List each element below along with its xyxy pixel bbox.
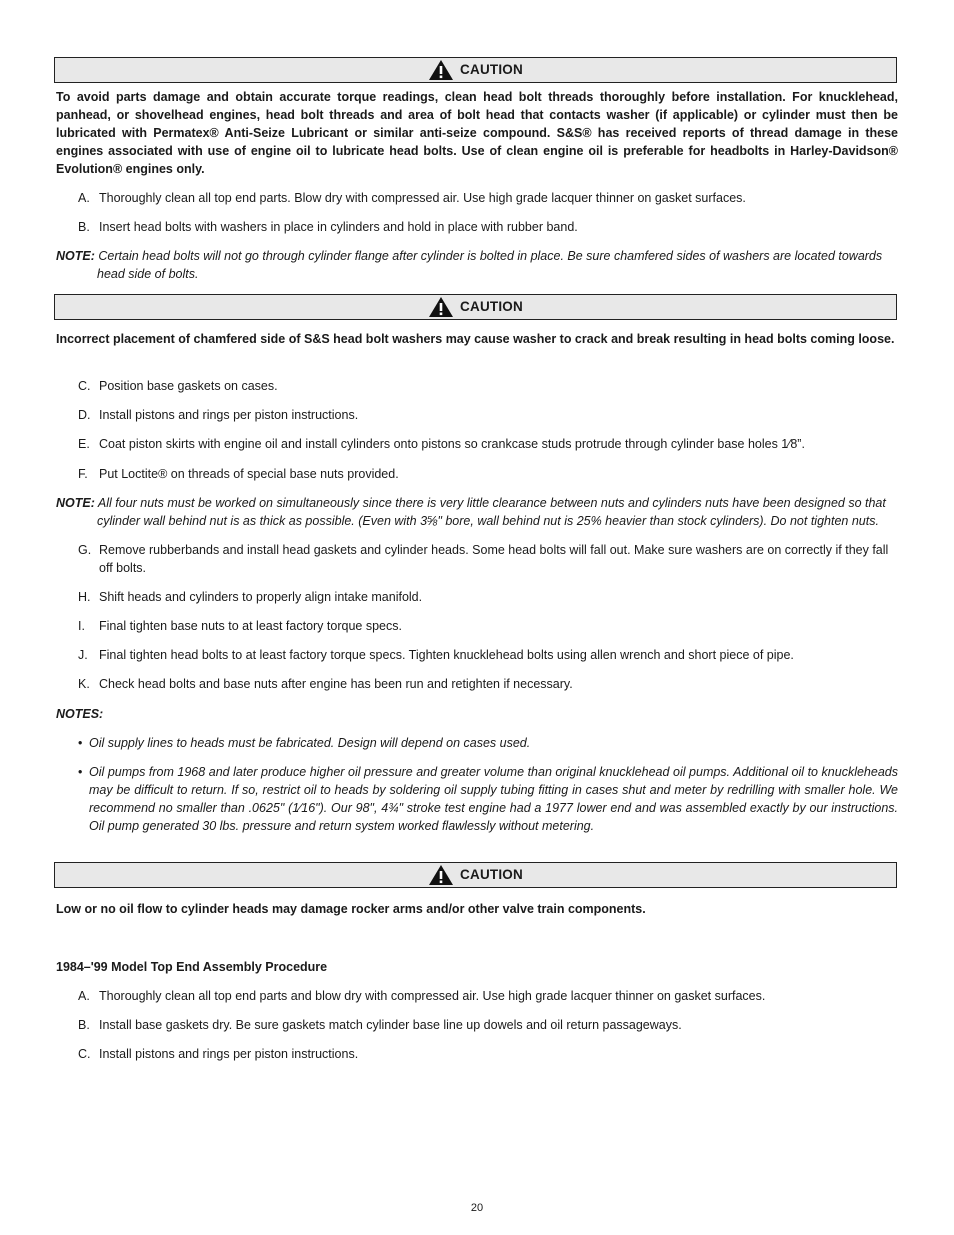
note-label: NOTE: [56, 249, 95, 263]
step-g [78, 541, 898, 577]
caution-banner-1 [54, 57, 897, 83]
step-label: E. [78, 437, 90, 451]
step-d [78, 406, 898, 424]
step-text: Install pistons and rings per piston instructions. [99, 408, 359, 422]
step-label: I. [78, 619, 85, 633]
step-label: A. [78, 989, 90, 1003]
notes-bullet-1 [78, 734, 898, 752]
note-label: NOTE: [56, 496, 95, 510]
notes-bullet-2 [78, 763, 898, 835]
warning-triangle-icon [428, 296, 454, 318]
step-label: H. [78, 590, 91, 604]
step-c [78, 377, 898, 395]
step-text: Install base gaskets dry. Be sure gaskets match cylinder base line up dowels and oil return passageways. [99, 1018, 682, 1032]
step-label: C. [78, 379, 91, 393]
step-label: B. [78, 1018, 90, 1032]
caution-text-1: To avoid parts damage and obtain accurate torque readings, clean head bolt threads thoroughly before installation. For knucklehead, panhead, or shovelhead engines, head bolt threads and area of bolt head that contacts washer (if applicable) or cylinder must then be lubricated with Permatex® Anti-Seize Lubricant or similar anti-seize compound. S&S® has received reports of thread damage in these engines associated with use of engine oil to lubricate head bolts. Use of clean engine oil is preferable for headbolts in Harley-Davidson® Evolution® engines only. [56, 90, 898, 176]
caution-text-3: Low or no oil flow to cylinder heads may damage rocker arms and/or other valve train components. [56, 902, 646, 916]
step-k [78, 675, 898, 693]
step-b [78, 218, 898, 236]
section-step-a [78, 987, 898, 1005]
step-a [78, 189, 898, 207]
bullet-text: Oil pumps from 1968 and later produce higher oil pressure and greater volume than original knucklehead oil pumps. Additional oil to knuckleheads may be difficult to return. If so, restrict oil to heads by soldering oil supply tubing fitting in cases shut and meter by redrilling with smaller hole. We recommend no smaller than .0625" (1⁄16"). Our 98", 4¾" stroke test engine had a 1977 lower end and was assembled exactly by our instructions. Oil pump generated 30 lbs. pressure and return system worked flawlessly without metering. [89, 765, 898, 833]
step-text: Final tighten base nuts to at least factory torque specs. [99, 619, 402, 633]
step-label: J. [78, 648, 88, 662]
caution-text-2: Incorrect placement of chamfered side of S&S head bolt washers may cause washer to crack and break resulting in head bolts coming loose. [56, 332, 895, 346]
note-2 [56, 494, 898, 530]
note-line-1: All four nuts must be worked on simultaneously since there is very little clearance between nuts and cylinders nuts have been designed so that [97, 496, 886, 510]
step-label: B. [78, 220, 90, 234]
step-label: G. [78, 543, 92, 557]
step-label: A. [78, 191, 90, 205]
page-number: 20 [470, 1202, 484, 1214]
step-h [78, 588, 898, 606]
step-text: Final tighten head bolts to at least factory torque specs. Tighten knucklehead bolts using allen wrench and short piece of pipe. [99, 648, 794, 662]
step-e [78, 435, 898, 453]
note-line-2: head side of bolts. [97, 267, 199, 281]
step-text: Insert head bolts with washers in place in cylinders and hold in place with rubber band. [99, 220, 578, 234]
bullet-dot: • [78, 765, 83, 779]
step-f [78, 465, 898, 483]
step-label: F. [78, 467, 88, 481]
warning-triangle-icon [428, 59, 454, 81]
step-j [78, 646, 898, 664]
step-text: Check head bolts and base nuts after engine has been run and retighten if necessary. [99, 677, 573, 691]
caution-banner-3 [54, 862, 897, 888]
notes-heading: NOTES: [56, 707, 104, 721]
section-step-c [78, 1045, 898, 1063]
step-text: Position base gaskets on cases. [99, 379, 278, 393]
step-text: Shift heads and cylinders to properly align intake manifold. [99, 590, 423, 604]
bullet-text: Oil supply lines to heads must be fabricated. Design will depend on cases used. [89, 736, 531, 750]
bullet-dot: • [78, 736, 83, 750]
caution-label: CAUTION [460, 62, 523, 77]
step-text: Thoroughly clean all top end parts. Blow dry with compressed air. Use high grade lacquer thinner on gasket surfaces. [99, 191, 746, 205]
note-line-2: cylinder wall behind nut is as thick as possible. (Even with 3⅝" bore, wall behind nut is 25% heavier than stock cylinders). Do not tighten nuts. [97, 514, 879, 528]
step-i [78, 617, 898, 635]
step-label: D. [78, 408, 91, 422]
caution-label: CAUTION [460, 299, 523, 314]
step-text: Install pistons and rings per piston instructions. [99, 1047, 359, 1061]
step-text: Put Loctite® on threads of special base nuts provided. [99, 467, 399, 481]
step-label: K. [78, 677, 90, 691]
section-heading: 1984–'99 Model Top End Assembly Procedure [56, 960, 328, 974]
step-text: Coat piston skirts with engine oil and install cylinders onto pistons so crankcase studs protrude through cylinder base holes 1⁄8”. [99, 437, 805, 451]
note-line-1: Certain head bolts will not go through cylinder flange after cylinder is bolted in place. Be sure chamfered sides of washers are located towards [98, 249, 883, 263]
warning-triangle-icon [428, 864, 454, 886]
step-text: Thoroughly clean all top end parts and blow dry with compressed air. Use high grade lacquer thinner on gasket surfaces. [99, 989, 766, 1003]
caution-banner-2 [54, 294, 897, 320]
step-text: Remove rubberbands and install head gaskets and cylinder heads. Some head bolts will fall out. Make sure washers are on correctly if they fall off bolts. [99, 543, 889, 575]
step-label: C. [78, 1047, 91, 1061]
caution-label: CAUTION [460, 867, 523, 882]
note-1 [56, 247, 898, 283]
section-step-b [78, 1016, 898, 1034]
